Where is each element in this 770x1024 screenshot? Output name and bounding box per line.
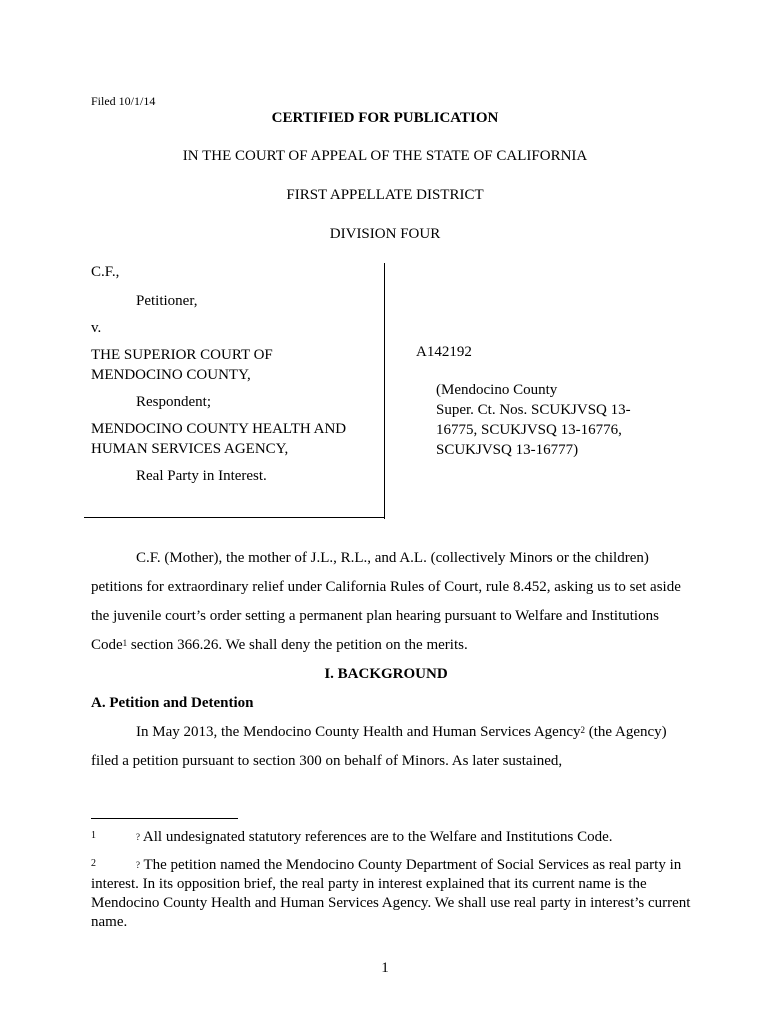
- certified-heading: CERTIFIED FOR PUBLICATION: [271, 110, 499, 126]
- subsection-heading: A. Petition and Detention: [91, 695, 254, 711]
- footnote-2-marker: ?: [136, 860, 140, 870]
- respondent-line2: MENDOCINO COUNTY,: [91, 367, 251, 383]
- paragraph-intro-text-b: section 366.26. We shall deny the petition on the merits.: [127, 637, 468, 653]
- opinion-body: [91, 544, 681, 776]
- footnote-1-number: 1: [91, 830, 96, 841]
- footnote-2-text: The petition named the Mendocino County Department of Social Services as real party in interest. In its opposition brief, the real party in interest explained that its current name is the Mendocino County Health and Human Services Agency. We shall use real party in interest’s current name.: [91, 857, 691, 930]
- footnote-separator: [91, 818, 238, 819]
- case-caption-parties: [91, 262, 383, 486]
- trial-court-info: [436, 380, 631, 460]
- paragraph-background-text-b: (the Agency) filed a petition pursuant to section 300 on behalf of Minors. As later sustained,: [91, 724, 667, 769]
- paragraph-intro-text-a: C.F. (Mother), the mother of J.L., R.L., and A.L. (collectively Minors or the children) petitions for extraordinary relief under California Rules of Court, rule 8.452, asking us to set aside the juvenile court’s order setting a permanent plan hearing pursuant to Welfare and Institutions Code: [91, 550, 681, 653]
- petitioner-name: C.F.,: [91, 264, 120, 280]
- footnote-1: [91, 828, 691, 847]
- party-line2: HUMAN SERVICES AGENCY,: [91, 441, 289, 457]
- case-number: A142192: [416, 344, 472, 360]
- petitioner-role: Petitioner,: [136, 293, 198, 309]
- district-name: FIRST APPELLATE DISTRICT: [286, 187, 484, 203]
- paragraph-background: [91, 718, 681, 776]
- party-role: Real Party in Interest.: [136, 468, 267, 484]
- page-number: 1: [381, 960, 389, 976]
- respondent-line1: THE SUPERIOR COURT OF: [91, 347, 273, 363]
- court-line2: Super. Ct. Nos. SCUKJVSQ 13-: [436, 402, 631, 418]
- footnote-ref-2[interactable]: 2: [580, 725, 585, 735]
- footnote-2: [91, 856, 691, 932]
- court-name: IN THE COURT OF APPEAL OF THE STATE OF CALIFORNIA: [182, 148, 588, 164]
- division-name: DIVISION FOUR: [329, 226, 441, 242]
- party-line1: MENDOCINO COUNTY HEALTH AND: [91, 421, 347, 437]
- versus: v.: [91, 320, 102, 336]
- paragraph-intro: [91, 544, 681, 660]
- court-line3: 16775, SCUKJVSQ 13-16776,: [436, 422, 622, 438]
- section-heading: I. BACKGROUND: [324, 666, 448, 682]
- caption-vertical-rule: [384, 263, 385, 519]
- respondent-role: Respondent;: [136, 394, 211, 410]
- court-line4: SCUKJVSQ 13-16777): [436, 442, 579, 458]
- filed-date: Filed 10/1/14: [91, 94, 156, 108]
- footnote-ref-1[interactable]: 1: [122, 638, 128, 648]
- footnote-1-marker: ?: [136, 832, 140, 842]
- footnote-2-number: 2: [91, 858, 96, 869]
- footnote-1-text: All undesignated statutory references are to the Welfare and Institutions Code.: [140, 829, 613, 845]
- court-line1: (Mendocino County: [436, 382, 558, 398]
- paragraph-background-text-a: In May 2013, the Mendocino County Health and Human Services Agency: [136, 724, 581, 740]
- caption-horizontal-rule: [84, 517, 385, 518]
